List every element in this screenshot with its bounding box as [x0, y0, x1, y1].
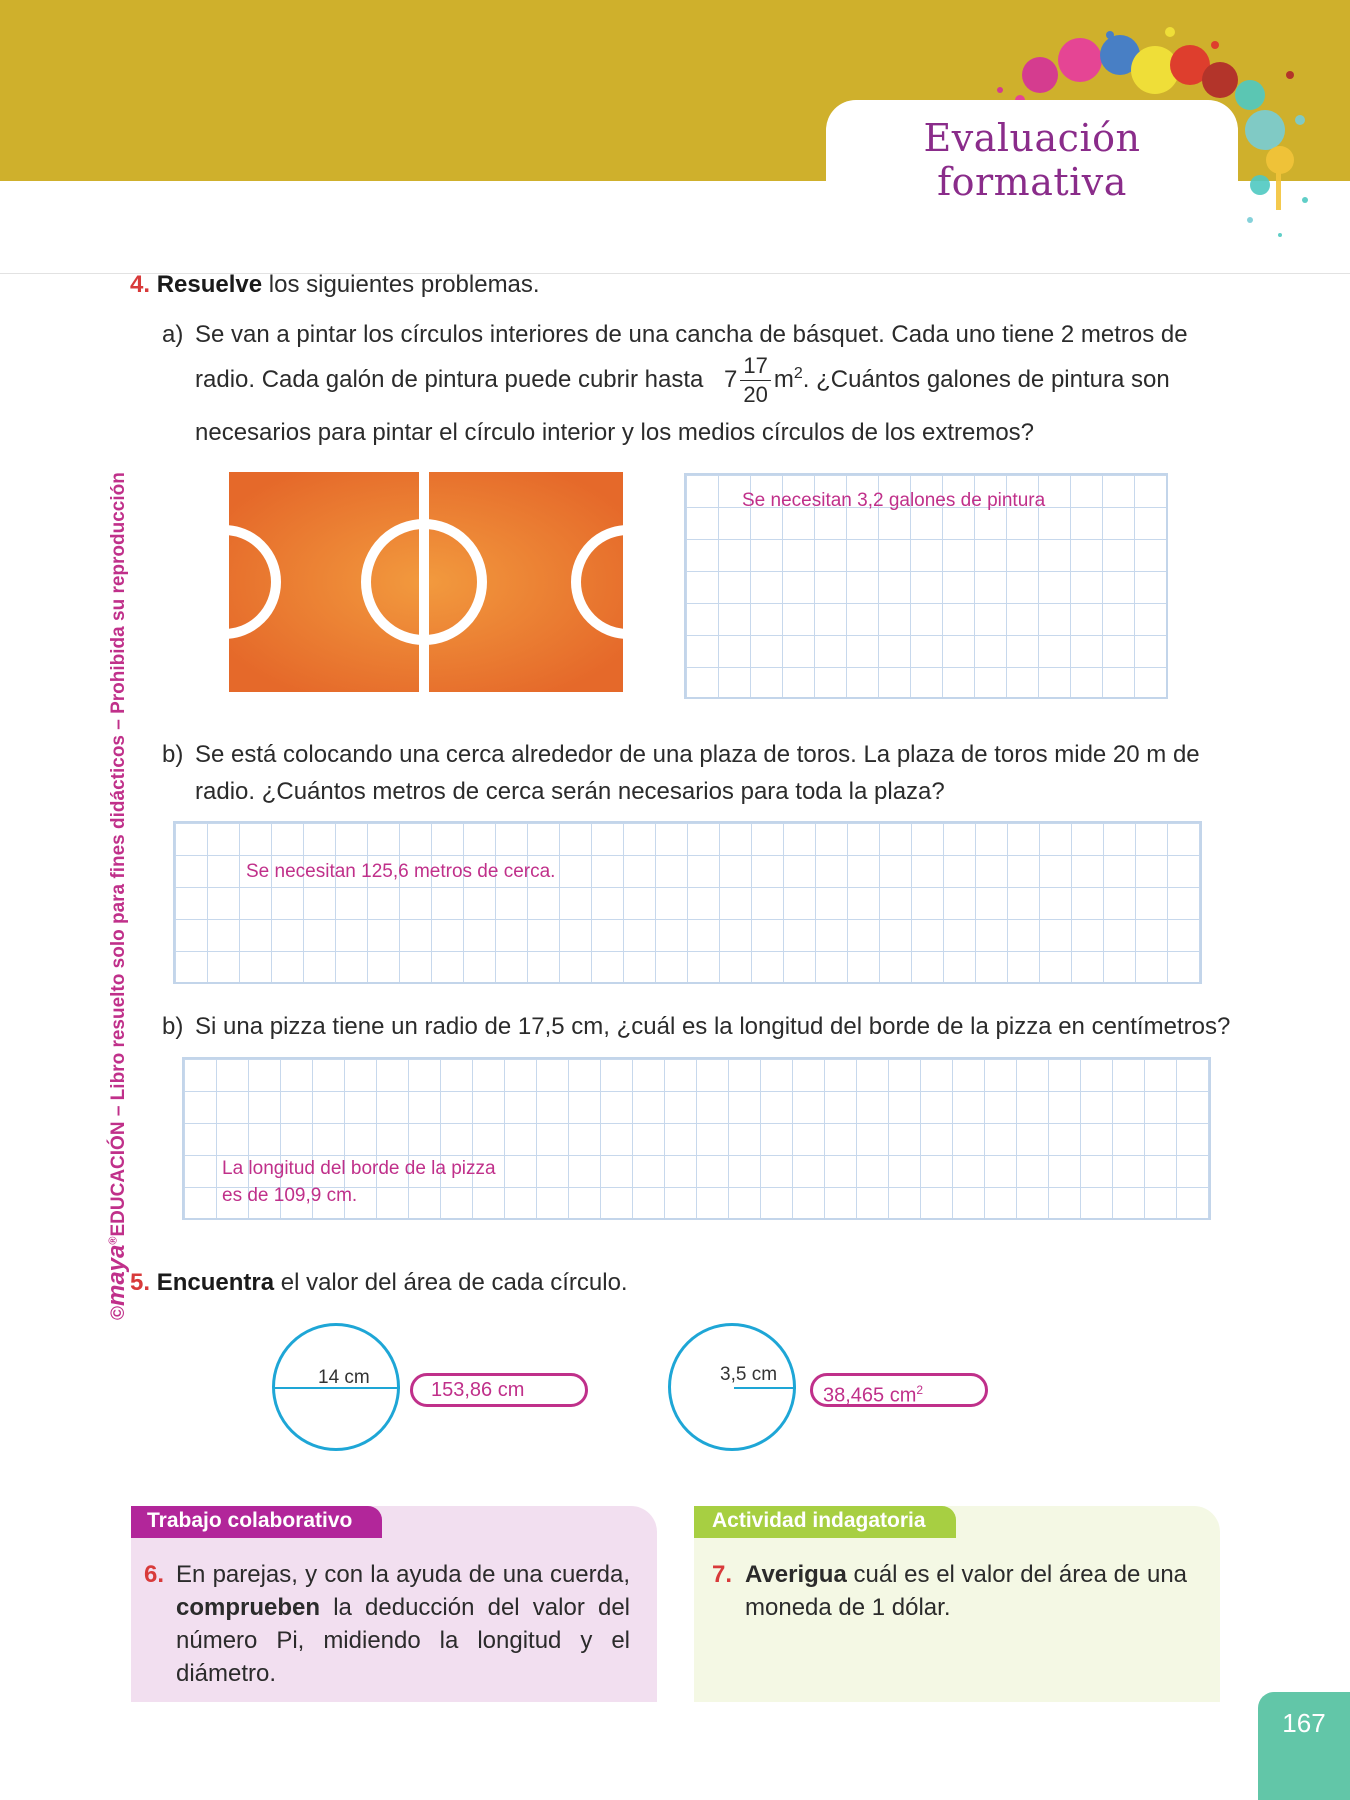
- question-text: los siguientes problemas.: [262, 271, 540, 298]
- answer-c-line2: es de 109,9 cm.: [222, 1185, 358, 1206]
- unit: m: [773, 365, 794, 393]
- question-text: el valor del área de cada círculo.: [274, 1269, 628, 1296]
- question-6-pre: En parejas, y con la ayuda de una cuerda,: [176, 1561, 630, 1588]
- question-6-text: [176, 1558, 630, 1690]
- question-7-body: cuál es el valor del área de una moneda de 1 dólar.: [745, 1561, 1188, 1621]
- answer-c: [222, 1155, 496, 1209]
- answer-grid-b: [173, 821, 1202, 984]
- answer-b: Se necesitan 125,6 metros de cerca.: [246, 861, 556, 882]
- item-letter-c: b): [162, 1013, 184, 1040]
- answer-c-line1: La longitud del borde de la pizza: [222, 1158, 496, 1179]
- circle-1-label: 14 cm: [318, 1367, 370, 1388]
- item-a-line3: necesarios para pintar el círculo interior y los medios círculos de los extremos?: [195, 419, 1035, 446]
- circle-2-answer: [810, 1373, 988, 1407]
- mixed-number-whole: 7: [724, 365, 738, 393]
- page-number: 167: [1258, 1692, 1350, 1800]
- inquiry-tag: Actividad indagatoria: [694, 1506, 956, 1538]
- item-letter-b: b): [162, 741, 184, 768]
- circle-2-answer-value: 38,465 cm: [823, 1384, 917, 1407]
- copyright-text: EDUCACIÓN – Libro resuelto solo para fines didácticos – Prohibida su reproducción: [108, 472, 129, 1237]
- circle-2-radius-line: [734, 1387, 796, 1389]
- collaborative-tag: Trabajo colaborativo: [131, 1506, 382, 1538]
- registered-mark: ®: [107, 1236, 120, 1245]
- item-b-line2: radio. ¿Cuántos metros de cerca serán necesarios para toda la plaza?: [195, 778, 945, 805]
- item-a-line2-pre: radio. Cada galón de pintura puede cubrir hasta: [195, 365, 704, 393]
- fraction-numerator: 17: [740, 352, 770, 381]
- question-4-heading: [130, 265, 540, 305]
- question-5-heading: [130, 1263, 628, 1303]
- question-7: [712, 1558, 1202, 1624]
- fraction-denominator: 20: [743, 382, 768, 407]
- question-7-text: [745, 1558, 1202, 1624]
- circle-2-answer-exponent: 2: [916, 1383, 924, 1397]
- answer-a: Se necesitan 3,2 galones de pintura: [742, 490, 1046, 511]
- circle-2-label: 3,5 cm: [720, 1364, 778, 1385]
- question-6-post: la deducción del valor del número Pi, midiendo la longitud y el diámetro.: [176, 1594, 630, 1687]
- item-a-line1: Se van a pintar los círculos interiores de una cancha de básquet. Cada uno tiene 2 metros de: [195, 321, 1188, 348]
- question-verb: Averigua: [745, 1561, 847, 1588]
- question-verb: Encuentra: [156, 1269, 275, 1296]
- question-number: 5.: [130, 1269, 151, 1296]
- copyright-sidebar: [103, 472, 131, 1320]
- item-b-line1: Se está colocando una cerca alrededor de una plaza de toros. La plaza de toros mide 20 m de: [195, 741, 1200, 768]
- question-number: 6.: [144, 1561, 165, 1588]
- page-title: Evaluación formativa: [923, 116, 1141, 204]
- item-a-line2: [195, 352, 1170, 409]
- item-c-line1: Si una pizza tiene un radio de 17,5 cm, ¿cuál es la longitud del borde de la pizza en centímetros?: [195, 1013, 1231, 1040]
- fraction: [740, 352, 770, 409]
- question-verb: comprueben: [176, 1594, 321, 1621]
- question-verb: Resuelve: [156, 271, 263, 298]
- item-letter-a: a): [162, 321, 184, 348]
- item-a-line2-post: . ¿Cuántos galones de pintura son: [802, 365, 1170, 393]
- unit-exponent: 2: [793, 364, 803, 382]
- circle-1-answer: 153,86 cm: [410, 1373, 588, 1407]
- basketball-court-image: [229, 472, 623, 692]
- brand-logo: maya: [103, 1244, 130, 1306]
- question-6: [144, 1558, 630, 1690]
- copyright-symbol: ©: [108, 1306, 129, 1320]
- question-number: 4.: [130, 271, 151, 298]
- question-number: 7.: [712, 1561, 733, 1588]
